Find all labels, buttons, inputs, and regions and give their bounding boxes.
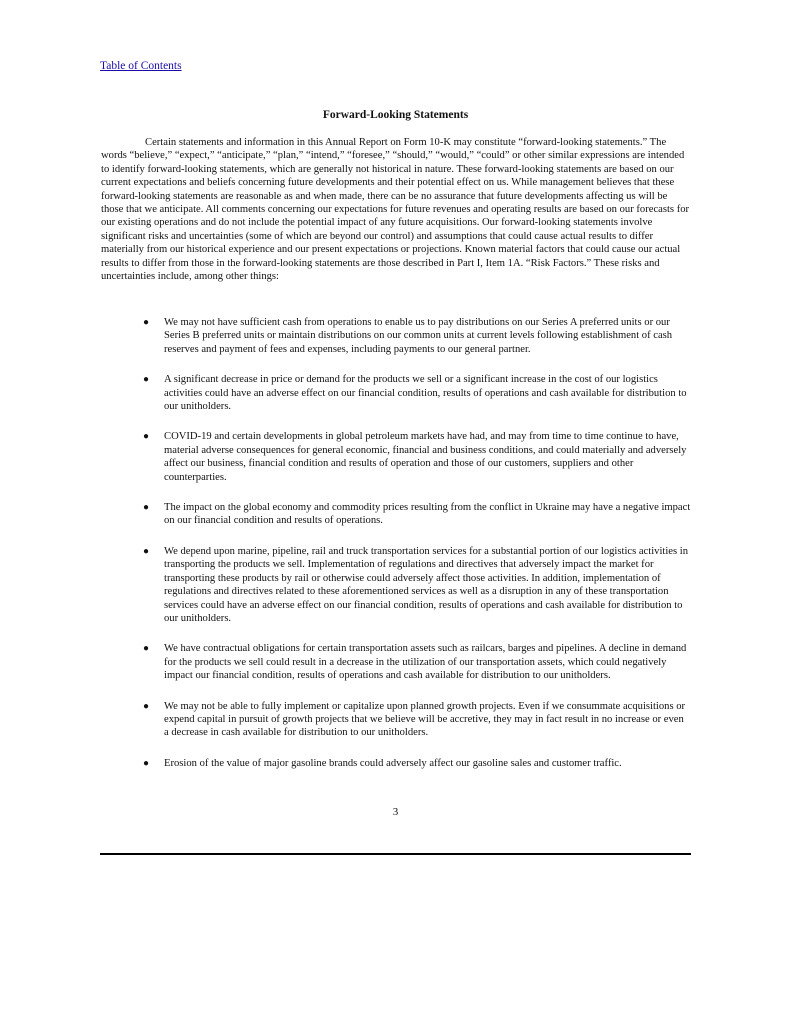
table-of-contents-link[interactable]: Table of Contents (100, 60, 182, 72)
bullet-text: We have contractual obligations for certain transportation assets such as railcars, barges and pipelines. A decline in demand for the products we sell could result in a decrease in the utilization of our transportation assets, which could negatively impact our financial condition, results of operations and cash available for distribution to our unitholders. (164, 643, 687, 682)
intro-paragraph: Certain statements and information in this Annual Report on Form 10-K may constitute “forward-looking statements.” The words “believe,” “expect,” “anticipate,” “plan,” “intend,” “foresee,” “should,” “would,” “could” or other similar expressions are intended to identify forward-looking statements, which are generally not historical in nature. These forward-looking statements are based on our current expectations and beliefs concerning future developments and their potential effect on us. While management believes that these forward-looking statements are reasonable as and when made, there can be no assurance that future developments affecting us will be those that we anticipate. All comments concerning our expectations for future revenues and operating results are based on our forecasts for our existing operations and do not include the potential impact of any future acquisitions. Our forward-looking statements involve significant risks and uncertainties (some of which are beyond our control) and assumptions that could cause actual results to differ materially from our historical experience and our present expectations or projections. Known material factors that could cause our actual results to differ from those in the forward-looking statements are those described in Part I, Item 1A. “Risk Factors.” These risks and uncertainties include, among other things: (101, 137, 690, 283)
bullet-icon: ● (143, 431, 150, 443)
bullet-icon: ● (143, 502, 150, 514)
bullet-text: COVID-19 and certain developments in global petroleum markets have had, and may from time to time continue to have, material adverse consequences for general economic, financial and business conditions, and could materially and adversely affect our business, financial condition and results of operation and those of our customers, suppliers and other counterparties. (164, 431, 687, 483)
list-item (100, 501, 691, 528)
risk-bullet-list (100, 316, 691, 787)
bullet-text: A significant decrease in price or demand for the products we sell or a significant increase in the cost of our logistics activities could have an adverse effect on our financial condition, results of operations and cash available for distribution to our unitholders. (164, 374, 687, 413)
bullet-text: We may not have sufficient cash from operations to enable us to pay distributions on our Series A preferred units or our Series B preferred units or maintain distributions on our common units at current levels following establishment of cash reserves and payment of fees and expenses, including payments to our general partner. (164, 317, 673, 355)
bullet-icon: ● (143, 757, 150, 769)
bullet-icon: ● (143, 317, 150, 328)
section-title: Forward-Looking Statements (322, 109, 469, 121)
bullet-icon: ● (143, 643, 150, 655)
list-item (100, 757, 691, 770)
page-number: 3 (392, 806, 399, 818)
list-item (100, 545, 691, 625)
bullet-text: We may not be able to fully implement or capitalize upon planned growth projects. Even if we consummate acquisitions or expend capital in pursuit of growth projects that we believe will be accretive, they may in fact result in no increase or even a decrease in cash available for distribution to our unitholders. (164, 700, 686, 739)
bullet-icon: ● (143, 700, 150, 712)
bullet-text: Erosion of the value of major gasoline brands could adversely affect our gasoline sales and customer traffic. (164, 757, 622, 769)
bullet-text: We depend upon marine, pipeline, rail and truck transportation services for a substantial portion of our logistics activities in transporting the products we sell. Implementation of regulations and directives that adversely impact the market for transporting these products by rail or otherwise could adversely affect those activities. In addition, implementation of regulations and directives related to these aforementioned services as well as a disruption in any of these transportation services could have an adverse effect on our financial condition, results of operations and cash available for distribution to our unitholders. (164, 545, 688, 624)
bullet-icon: ● (143, 545, 150, 557)
list-item (100, 700, 691, 740)
bullet-text: The impact on the global economy and commodity prices resulting from the conflict in Ukraine may have a negative impact on our financial condition and results of operations. (164, 502, 691, 527)
page-divider (100, 853, 691, 855)
bullet-icon: ● (143, 374, 150, 386)
list-item (100, 642, 691, 682)
list-item (100, 430, 691, 484)
list-item (100, 316, 691, 356)
list-item (100, 373, 691, 413)
